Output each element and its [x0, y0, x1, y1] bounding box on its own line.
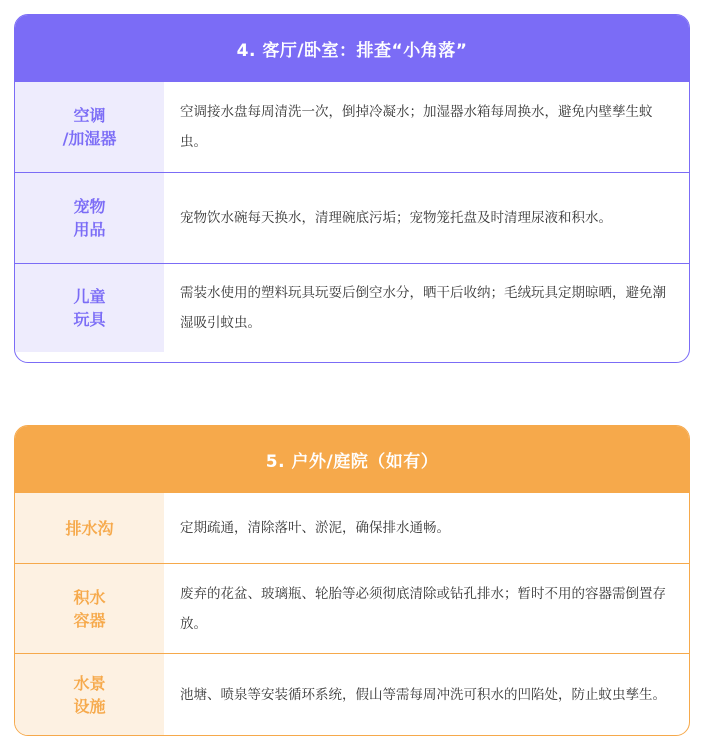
row-label: 宠物 用品: [15, 173, 164, 263]
row-label: 水景 设施: [15, 654, 164, 735]
table-row: [15, 563, 689, 653]
table-row: [15, 172, 689, 263]
row-description: 空调接水盘每周清洗一次，倒掉冷凝水；加湿器水箱每周换水，避免内壁孳生蚊虫。: [180, 104, 653, 150]
row-description: 宠物饮水碗每天换水，清理碗底污垢；宠物笼托盘及时清理尿液和积水。: [180, 210, 612, 226]
table-row: [15, 492, 689, 563]
row-description: 废弃的花盆、玻璃瓶、轮胎等必须彻底清除或钻孔排水；暂时不用的容器需倒置存放。: [180, 585, 666, 632]
row-label: 排水沟: [15, 493, 164, 563]
table-row: [15, 653, 689, 735]
row-description: 需装水使用的塑料玩具玩耍后倒空水分，晒干后收纳；毛绒玩具定期晾晒，避免潮湿吸引蚊虫。: [180, 285, 666, 331]
table-row: [15, 263, 689, 352]
living-room-bedroom-card: [14, 14, 690, 363]
section-title: 4. 客厅/卧室：排查“小角落”: [15, 15, 689, 81]
row-description: 定期疏通，清除落叶、淤泥，确保排水通畅。: [180, 520, 450, 536]
row-label: 空调 /加湿器: [15, 82, 164, 172]
row-label: 儿童 玩具: [15, 264, 164, 352]
section-title: 5. 户外/庭院（如有）: [15, 426, 689, 492]
row-description: 池塘、喷泉等安装循环系统，假山等需每周冲洗可积水的凹陷处，防止蚊虫孳生。: [180, 686, 666, 703]
table-row: [15, 81, 689, 172]
outdoor-yard-card: [14, 425, 690, 736]
row-label: 积水 容器: [15, 564, 164, 653]
